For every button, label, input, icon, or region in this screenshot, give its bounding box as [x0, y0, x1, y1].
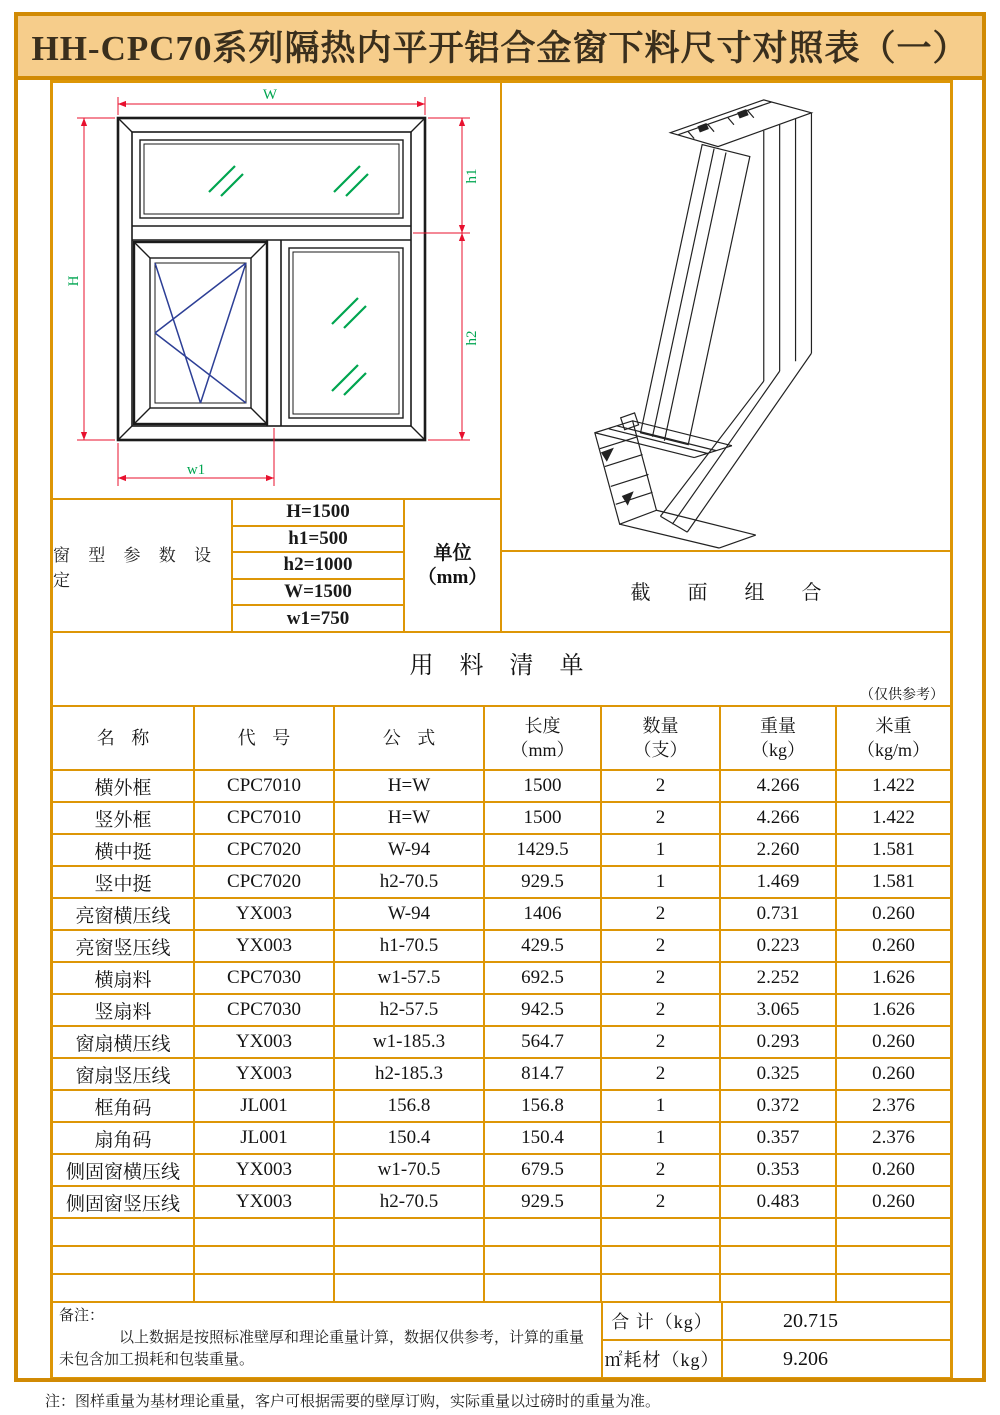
glass-pane — [641, 145, 750, 445]
bom-cell-weight: 3.065 — [721, 995, 835, 1025]
bom-cell-qty: 1 — [602, 1123, 719, 1153]
bom-cell-meter-weight: 1.581 — [837, 867, 950, 897]
bom-cell-meter-weight: 0.260 — [837, 1155, 950, 1185]
bom-cell-qty: 2 — [602, 1059, 719, 1089]
header-formula-label: 公 式 — [382, 727, 442, 748]
remark-label: 备注： — [59, 1308, 105, 1324]
header-qty-unit: （支） — [633, 740, 688, 760]
opening-direction-lines — [155, 263, 246, 403]
param-row-h2: h2=1000 — [233, 553, 403, 578]
bom-cell-qty: 2 — [602, 1187, 719, 1217]
total-value: 20.715 — [723, 1303, 950, 1339]
bom-cell-formula: h2-70.5 — [335, 1187, 483, 1217]
bom-empty-cell — [335, 1219, 483, 1245]
bom-cell-length: 679.5 — [485, 1155, 600, 1185]
bom-cell-name: 竖中挺 — [53, 867, 193, 897]
bom-cell-meter-weight: 0.260 — [837, 931, 950, 961]
param-row-W: W=1500 — [233, 580, 403, 605]
bom-cell-formula: W-94 — [335, 835, 483, 865]
header-qty-label: 数量 — [642, 715, 679, 736]
bom-cell-weight: 2.260 — [721, 835, 835, 865]
bom-header-length — [485, 707, 600, 769]
bom-cell-weight: 4.266 — [721, 771, 835, 801]
bom-title: 用 料 清 单 — [409, 653, 594, 679]
bom-cell-code: CPC7030 — [195, 995, 333, 1025]
page-title: HH-CPC70系列隔热内平开铝合金窗下料尺寸对照表（一） — [31, 29, 969, 68]
header-name-label: 名 称 — [96, 727, 156, 748]
bom-cell-length: 1500 — [485, 771, 600, 801]
bom-cell-length: 929.5 — [485, 1187, 600, 1217]
bom-cell-length: 156.8 — [485, 1091, 600, 1121]
bom-empty-cell — [721, 1219, 835, 1245]
bom-cell-code: YX003 — [195, 1155, 333, 1185]
bom-cell-qty: 2 — [602, 803, 719, 833]
bom-cell-code: YX003 — [195, 1187, 333, 1217]
bom-cell-length: 692.5 — [485, 963, 600, 993]
bom-title-block — [53, 633, 950, 707]
bom-cell-code: JL001 — [195, 1123, 333, 1153]
param-table-label: 窗 型 参 数 设 定 — [53, 500, 231, 631]
bom-cell-code: CPC7020 — [195, 867, 333, 897]
bom-footer — [53, 1301, 950, 1377]
bom-cell-code: YX003 — [195, 899, 333, 929]
bom-cell-qty: 2 — [602, 899, 719, 929]
header-meter-weight-unit: （kg/m） — [856, 740, 930, 760]
bom-empty-cell — [837, 1219, 950, 1245]
top-section — [53, 83, 950, 631]
bom-cell-weight: 4.266 — [721, 803, 835, 833]
bom-cell-name: 竖扇料 — [53, 995, 193, 1025]
param-row-H: H=1500 — [233, 500, 403, 525]
bom-cell-length: 814.7 — [485, 1059, 600, 1089]
document-frame — [14, 12, 986, 1382]
remark-line1: 以上数据是按照标准壁厚和理论重量计算，数据仅供参考，计算的重量 — [119, 1329, 585, 1346]
bom-cell-code: JL001 — [195, 1091, 333, 1121]
bom-header-code — [195, 707, 333, 769]
bom-cell-formula: 150.4 — [335, 1123, 483, 1153]
bom-empty-cell — [602, 1247, 719, 1273]
bom-cell-meter-weight: 1.422 — [837, 803, 950, 833]
bom-cell-formula: h1-70.5 — [335, 931, 483, 961]
bom-cell-formula: 156.8 — [335, 1091, 483, 1121]
bom-cell-name: 侧固窗横压线 — [53, 1155, 193, 1185]
bom-cell-meter-weight: 0.260 — [837, 1059, 950, 1089]
bom-cell-qty: 2 — [602, 995, 719, 1025]
bom-cell-length: 929.5 — [485, 867, 600, 897]
bom-cell-qty: 2 — [602, 1155, 719, 1185]
dim-label-w1: w1 — [186, 462, 206, 478]
bom-header-name — [53, 707, 193, 769]
bom-cell-qty: 2 — [602, 1027, 719, 1057]
total-label: 合 计（kg） — [603, 1303, 721, 1339]
bom-empty-cell — [721, 1275, 835, 1301]
bom-cell-name: 亮窗竖压线 — [53, 931, 193, 961]
bom-cell-formula: w1-57.5 — [335, 963, 483, 993]
bom-cell-qty: 2 — [602, 931, 719, 961]
bom-cell-meter-weight: 1.626 — [837, 995, 950, 1025]
bom-cell-length: 1500 — [485, 803, 600, 833]
bom-empty-cell — [53, 1275, 193, 1301]
per-sqm-label: ㎡耗材（kg） — [603, 1341, 721, 1377]
bom-cell-formula: h2-57.5 — [335, 995, 483, 1025]
bom-cell-meter-weight: 0.260 — [837, 1027, 950, 1057]
bom-cell-formula: h2-70.5 — [335, 867, 483, 897]
dim-label-h: H — [66, 275, 82, 287]
dim-label-w: W — [262, 87, 278, 103]
bom-cell-qty: 2 — [602, 963, 719, 993]
bom-cell-length: 1406 — [485, 899, 600, 929]
bom-section — [53, 631, 950, 1377]
bom-cell-meter-weight: 0.260 — [837, 1187, 950, 1217]
bom-cell-name: 扇角码 — [53, 1123, 193, 1153]
param-table — [53, 498, 500, 631]
bom-empty-cell — [195, 1247, 333, 1273]
bom-cell-meter-weight: 1.422 — [837, 771, 950, 801]
bom-cell-weight: 0.731 — [721, 899, 835, 929]
bom-cell-formula: H=W — [335, 771, 483, 801]
bom-empty-cell — [602, 1275, 719, 1301]
bom-cell-qty: 2 — [602, 771, 719, 801]
bom-header-formula — [335, 707, 483, 769]
bom-cell-length: 1429.5 — [485, 835, 600, 865]
bom-empty-cell — [837, 1247, 950, 1273]
bom-cell-meter-weight: 1.626 — [837, 963, 950, 993]
content-frame — [50, 80, 953, 1378]
profile-section-svg — [502, 83, 950, 550]
bom-empty-cell — [485, 1247, 600, 1273]
bom-cell-meter-weight: 2.376 — [837, 1091, 950, 1121]
bom-cell-weight: 0.357 — [721, 1123, 835, 1153]
bom-cell-weight: 0.483 — [721, 1187, 835, 1217]
bom-empty-cell — [721, 1247, 835, 1273]
title-bar — [18, 16, 982, 80]
bom-empty-cell — [335, 1247, 483, 1273]
bom-cell-length: 429.5 — [485, 931, 600, 961]
bom-header-weight — [721, 707, 835, 769]
bom-empty-cell — [485, 1275, 600, 1301]
bom-cell-weight: 0.223 — [721, 931, 835, 961]
bom-empty-cell — [485, 1219, 600, 1245]
param-row-w1: w1=750 — [233, 606, 403, 631]
section-label: 截 面 组 合 — [502, 550, 950, 629]
header-weight-unit: （kg） — [751, 740, 805, 760]
bottom-note: 注：图样重量为基材理论重量，客户可根据需要的壁厚订购，实际重量以过磅时的重量为准。 — [45, 1394, 661, 1410]
bom-table — [53, 707, 950, 1301]
bom-cell-meter-weight: 0.260 — [837, 899, 950, 929]
bom-cell-formula: H=W — [335, 803, 483, 833]
bom-empty-cell — [53, 1247, 193, 1273]
bom-cell-weight: 1.469 — [721, 867, 835, 897]
bom-cell-name: 亮窗横压线 — [53, 899, 193, 929]
bom-cell-name: 侧固窗竖压线 — [53, 1187, 193, 1217]
window-outer-frame — [118, 118, 425, 440]
bom-cell-length: 150.4 — [485, 1123, 600, 1153]
bom-cell-code: YX003 — [195, 1059, 333, 1089]
bom-cell-code: YX003 — [195, 1027, 333, 1057]
header-length-unit: （mm） — [510, 740, 575, 760]
bom-cell-qty: 1 — [602, 835, 719, 865]
bom-cell-name: 窗扇竖压线 — [53, 1059, 193, 1089]
bom-cell-code: CPC7020 — [195, 835, 333, 865]
bom-header-qty — [602, 707, 719, 769]
bom-cell-weight: 0.293 — [721, 1027, 835, 1057]
bom-cell-qty: 1 — [602, 1091, 719, 1121]
head-profile — [670, 100, 811, 147]
bom-empty-cell — [837, 1275, 950, 1301]
unit-line1: 单位 — [433, 542, 472, 564]
window-diagram — [53, 83, 500, 498]
bom-cell-name: 框角码 — [53, 1091, 193, 1121]
unit-line2: （mm） — [417, 566, 488, 588]
window-diagram-svg — [53, 83, 500, 498]
header-weight-label: 重量 — [760, 715, 796, 736]
header-length-label: 长度 — [524, 715, 561, 736]
header-meter-weight-label: 米重 — [875, 715, 912, 736]
bom-header-meter-weight — [837, 707, 950, 769]
bom-cell-meter-weight: 2.376 — [837, 1123, 950, 1153]
jamb-profile — [660, 113, 811, 532]
sill-profile — [595, 413, 756, 548]
bom-cell-formula: w1-70.5 — [335, 1155, 483, 1185]
bom-empty-cell — [53, 1219, 193, 1245]
dim-label-h2: h2 — [464, 330, 480, 346]
dimension-labels — [66, 87, 480, 478]
bom-cell-code: YX003 — [195, 931, 333, 961]
bom-cell-name: 竖外框 — [53, 803, 193, 833]
bom-cell-weight: 2.252 — [721, 963, 835, 993]
bom-cell-qty: 1 — [602, 867, 719, 897]
bom-cell-meter-weight: 1.581 — [837, 835, 950, 865]
bom-cell-name: 窗扇横压线 — [53, 1027, 193, 1057]
param-row-h1: h1=500 — [233, 527, 403, 552]
left-panel — [53, 83, 500, 631]
bom-cell-weight: 0.325 — [721, 1059, 835, 1089]
bom-cell-formula: w1-185.3 — [335, 1027, 483, 1057]
remark-line2: 未包含加工损耗和包装重量。 — [59, 1351, 255, 1368]
bom-cell-weight: 0.372 — [721, 1091, 835, 1121]
bom-cell-code: CPC7010 — [195, 803, 333, 833]
bom-cell-code: CPC7030 — [195, 963, 333, 993]
bom-cell-length: 942.5 — [485, 995, 600, 1025]
bom-cell-name: 横外框 — [53, 771, 193, 801]
bom-reference-note: （仅供参考） — [860, 688, 944, 703]
bom-empty-cell — [195, 1275, 333, 1301]
bom-cell-name: 横中挺 — [53, 835, 193, 865]
remarks-cell — [53, 1303, 601, 1377]
profile-section-drawing — [502, 83, 950, 550]
bom-cell-name: 横扇料 — [53, 963, 193, 993]
dim-label-h1: h1 — [464, 168, 480, 184]
unit-cell — [405, 500, 500, 631]
bom-cell-weight: 0.353 — [721, 1155, 835, 1185]
bom-empty-cell — [195, 1219, 333, 1245]
bom-cell-formula: W-94 — [335, 899, 483, 929]
bom-empty-cell — [602, 1219, 719, 1245]
bom-empty-cell — [335, 1275, 483, 1301]
bom-cell-length: 564.7 — [485, 1027, 600, 1057]
header-code-label: 代 号 — [237, 727, 297, 748]
bom-cell-code: CPC7010 — [195, 771, 333, 801]
bom-cell-formula: h2-185.3 — [335, 1059, 483, 1089]
per-sqm-value: 9.206 — [723, 1341, 950, 1377]
right-panel — [500, 83, 950, 631]
casement-sash — [134, 242, 267, 424]
